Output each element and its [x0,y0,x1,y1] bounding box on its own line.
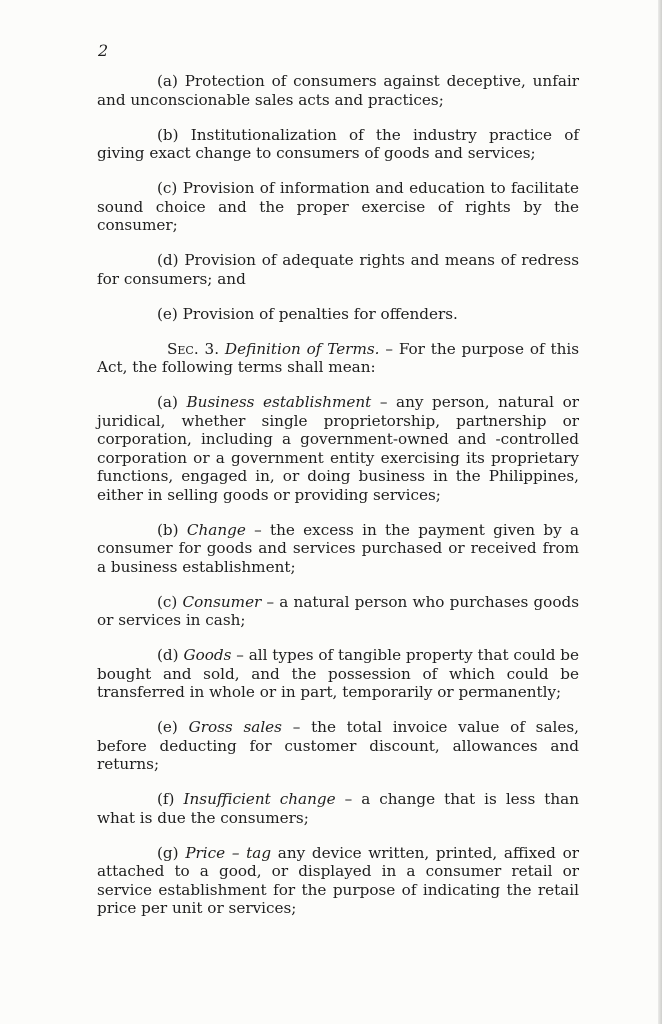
definition-label: (b) [157,520,179,539]
definition-text: any device written, printed, affixed or attached to a good, or displayed in a consumer retail or service establishment for the purpose of indicating the retail price per unit or services; [97,843,580,917]
definition-business-establishment [97,393,579,504]
page-edge [658,0,662,1024]
definition-insufficient-change [97,790,579,827]
definition-text: a change that is less than what is due the consumers; [97,790,579,827]
definition-change [97,521,579,577]
objective-d [97,251,579,288]
definition-term: Goods [183,646,232,664]
definition-term: Insufficient change [183,790,336,808]
definition-dash: – [231,646,249,664]
page-number: 2 [98,41,109,60]
definition-label: (d) [157,646,179,664]
objective-b [97,126,579,163]
objective-text: Institutionalization of the industry practice of giving exact change to consumers of goods and services; [97,125,579,162]
definition-term: Consumer [182,592,262,611]
section-intro: For the purpose of this Act, the following terms shall mean: [97,339,580,376]
definition-consumer [97,593,579,630]
definition-gross-sales [97,718,579,774]
objective-text: Provision of information and education to facilitate sound choice and the proper exercise of rights by the consumer; [97,179,579,234]
definition-label: (e) [157,718,178,736]
objective-text: Provision of adequate rights and means of redress for consumers; and [97,251,580,288]
definition-text: a natural person who purchases goods or services in cash; [97,592,579,629]
definition-goods [97,646,579,702]
objective-label: (d) [157,251,179,269]
definition-label: (c) [157,592,178,611]
definition-dash: – [261,592,280,611]
definition-term: Gross sales [188,718,282,736]
definition-label: (f) [157,790,175,808]
objective-label: (e) [157,304,178,323]
objective-c [97,179,579,235]
definition-text: any person, natural or juridical, whether single proprietorship, partnership or corporation, including a government-owned and -controlled corporation or a government entity exercising its proprietary functions, engaged in, or doing business in the Philippines, either in selling goods or providing services; [97,393,580,504]
definition-text: all types of tangible property that could be bought and sold, and the possession of which could be transferred in whole or in part, temporarily or permanently; [97,646,580,701]
objective-label: (a) [157,72,178,90]
definition-label: (a) [157,393,178,411]
objective-text: Protection of consumers against deceptive, unfair and unconscionable sales acts and practices; [97,72,579,109]
definition-dash: – [281,718,312,736]
definition-text: the excess in the payment given by a consumer for goods and services purchased or received from a business establishment; [97,520,580,576]
objective-label: (b) [157,125,179,144]
section-3-heading [97,340,579,377]
section-title: Definition of Terms. [224,339,380,358]
objective-text: Provision of penalties for offenders. [182,304,458,323]
objective-a [97,72,579,109]
definition-term: Business establishment [186,393,372,411]
definition-dash [271,844,278,862]
section-dash: – [379,339,399,358]
definition-term: Price – tag [185,843,272,862]
objective-label: (c) [157,179,178,197]
definition-text: the total invoice value of sales, before deducting for customer discount, allowances and returns; [97,718,579,773]
definition-dash: – [371,393,397,411]
definition-dash: – [245,520,271,539]
definition-price-tag [97,844,579,918]
objective-e [97,305,579,324]
section-label: Sec. 3. [167,339,220,358]
document-body [97,72,579,918]
definition-dash: – [335,790,362,808]
definition-label: (g) [157,843,179,862]
definition-term: Change [186,520,246,539]
